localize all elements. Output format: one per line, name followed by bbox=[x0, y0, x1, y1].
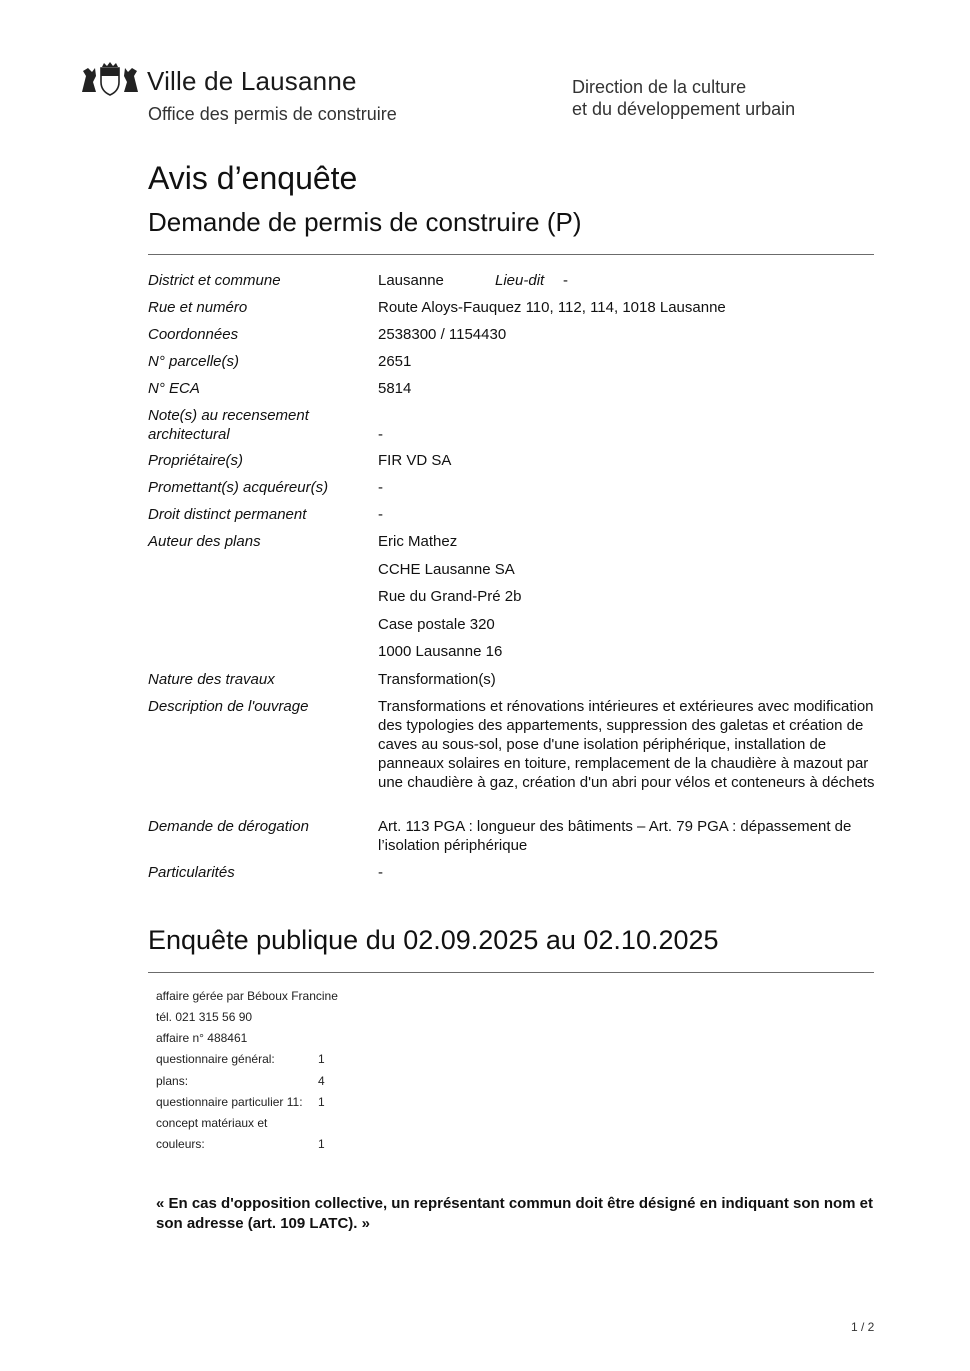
field-label: Demande de dérogation bbox=[148, 818, 309, 835]
field-value: Route Aloys-Fauquez 110, 112, 114, 1018 Lausanne bbox=[378, 299, 726, 316]
field-label: District et commune bbox=[148, 272, 281, 289]
field-label: N° ECA bbox=[148, 380, 200, 397]
meta-questionnaire-general-label: questionnaire général: bbox=[156, 1052, 275, 1066]
meta-plans-value: 4 bbox=[318, 1074, 325, 1088]
field-label-line-1: Note(s) au recensement bbox=[148, 407, 309, 424]
field-value: Lausanne bbox=[378, 272, 444, 289]
field-value bbox=[378, 532, 876, 670]
page-subtitle: Demande de permis de construire (P) bbox=[148, 207, 582, 237]
divider bbox=[148, 254, 874, 255]
field-value: Transformation(s) bbox=[378, 671, 496, 688]
meta-concept-label-1: concept matériaux et bbox=[156, 1116, 268, 1130]
field-value: - bbox=[378, 506, 383, 523]
meta-questionnaire-particulier-value: 1 bbox=[318, 1095, 325, 1109]
org-name: Ville de Lausanne bbox=[147, 66, 357, 96]
field-label: N° parcelle(s) bbox=[148, 353, 240, 370]
direction-line-1: Direction de la culture bbox=[572, 77, 747, 97]
office-name: Office des permis de construire bbox=[148, 104, 397, 124]
meta-gere-par: affaire gérée par Béboux Francine bbox=[156, 989, 338, 1003]
field-label: Rue et numéro bbox=[148, 299, 248, 316]
field-label: Particularités bbox=[148, 864, 235, 881]
field-label: Propriétaire(s) bbox=[148, 452, 244, 469]
field-label: Coordonnées bbox=[148, 326, 239, 343]
page-number: 1 / 2 bbox=[851, 1320, 875, 1334]
field-value: 2538300 / 1154430 bbox=[378, 326, 507, 343]
meta-tel: tél. 021 315 56 90 bbox=[156, 1010, 253, 1024]
field-value: 2651 bbox=[378, 353, 412, 370]
enquete-title: Enquête publique du 02.09.2025 au 02.10.2025 bbox=[148, 925, 719, 955]
meta-affaire-no: affaire n° 488461 bbox=[156, 1031, 248, 1045]
opposition-notice: « En cas d'opposition collective, un représentant commun doit être désigné en indiquant son nom et son adresse (art. 109 LATC). » bbox=[156, 1195, 874, 1232]
meta-concept-value: 1 bbox=[318, 1137, 325, 1151]
direction-name bbox=[572, 76, 795, 120]
lausanne-coat-of-arms-logo bbox=[80, 62, 140, 96]
field-value: - bbox=[378, 479, 383, 496]
auteur-line: Eric Mathez bbox=[378, 533, 458, 550]
field-label-line-2: architectural bbox=[148, 426, 230, 443]
auteur-line: CCHE Lausanne SA bbox=[378, 560, 515, 578]
meta-concept-label-2: couleurs: bbox=[156, 1137, 205, 1151]
meta-plans-label: plans: bbox=[156, 1074, 189, 1088]
field-label: Promettant(s) acquéreur(s) bbox=[148, 479, 329, 496]
auteur-line: Rue du Grand-Pré 2b bbox=[378, 588, 522, 605]
divider bbox=[148, 972, 874, 973]
field-value: 5814 bbox=[378, 380, 412, 397]
meta-questionnaire-particulier-label: questionnaire particulier 11: bbox=[156, 1095, 303, 1109]
field-label bbox=[148, 406, 368, 444]
lieu-dit-value: - bbox=[563, 272, 568, 289]
auteur-line: 1000 Lausanne 16 bbox=[378, 643, 503, 660]
auteur-line: Case postale 320 bbox=[378, 615, 495, 633]
direction-line-2: et du développement urbain bbox=[572, 99, 796, 119]
field-value: - bbox=[378, 426, 383, 443]
field-value: Art. 113 PGA : longueur des bâtiments – Art. 79 PGA : dépassement de l’isolation périphérique bbox=[378, 818, 852, 854]
field-label: Droit distinct permanent bbox=[148, 506, 307, 523]
page-title: Avis d’enquête bbox=[148, 160, 358, 196]
field-value: Transformations et rénovations intérieures et extérieures avec modification des typologies des appartements, suppression des galetas et création de caves au sous-sol, pose d'une isolation périphérique, installation de panneaux solaires en toiture, remplacement de la chaudière à mazout par une chaudière à gaz, création d'un abri pour vélos et conteneurs à déchets bbox=[378, 698, 875, 791]
field-label: Auteur des plans bbox=[148, 533, 261, 550]
field-label: Description de l'ouvrage bbox=[148, 698, 309, 715]
field-value: - bbox=[378, 864, 383, 881]
field-label: Nature des travaux bbox=[148, 671, 275, 688]
field-value: FIR VD SA bbox=[378, 452, 452, 469]
lieu-dit-label: Lieu-dit bbox=[495, 272, 545, 289]
meta-questionnaire-general-value: 1 bbox=[318, 1052, 325, 1066]
